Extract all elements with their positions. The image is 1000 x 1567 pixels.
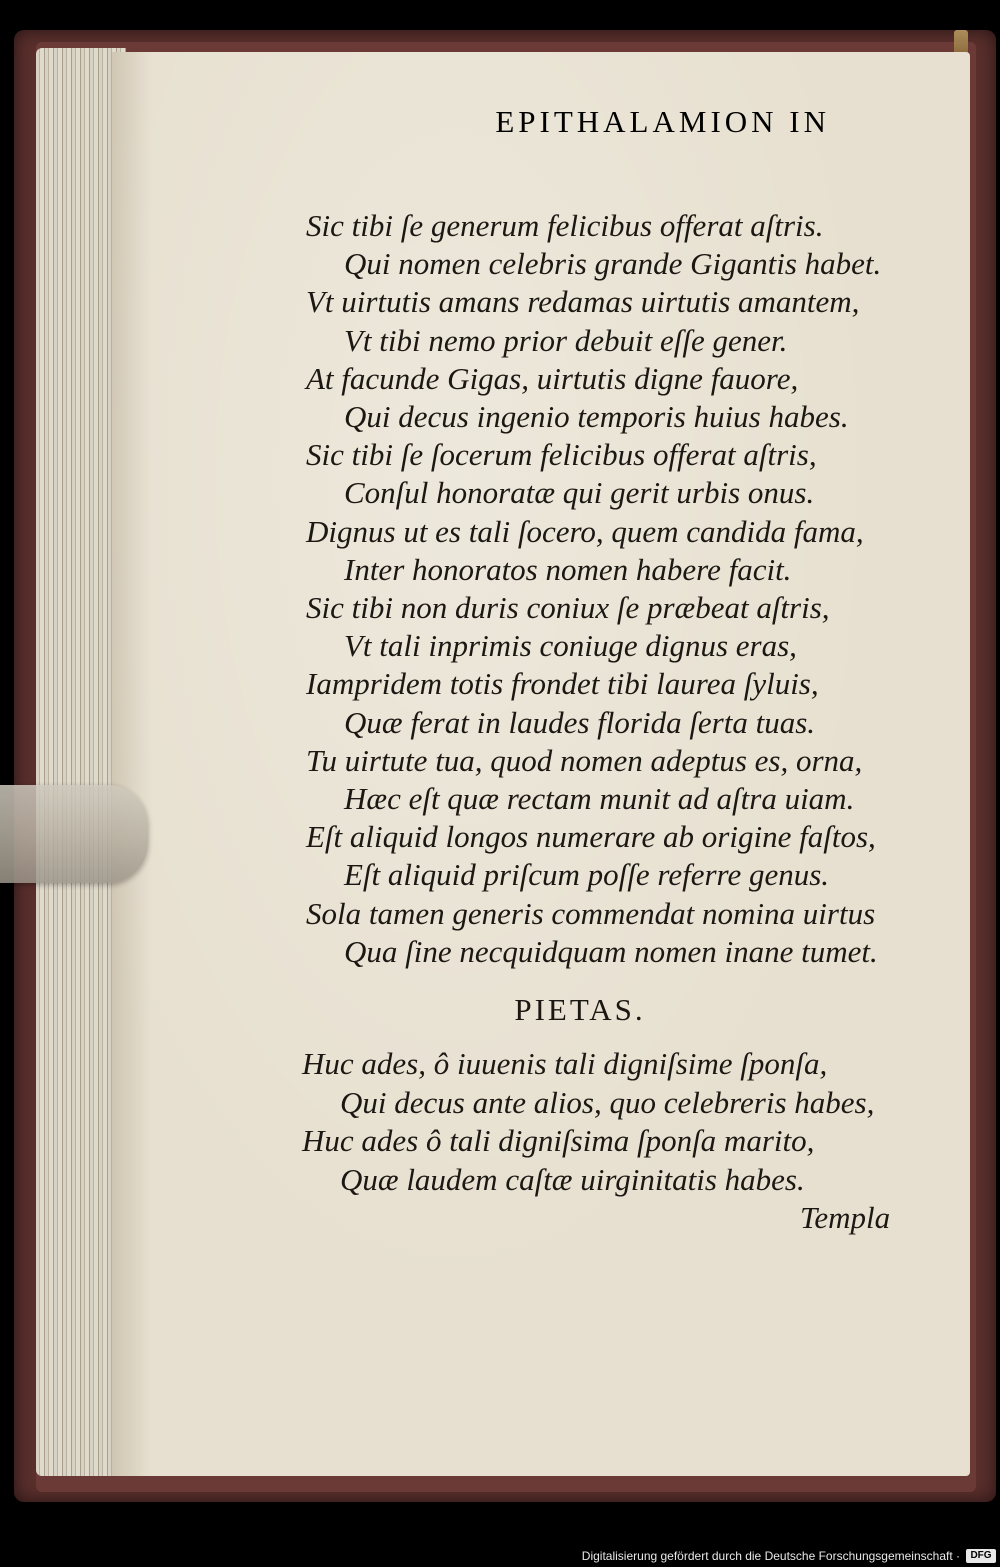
pietas-line: Quæ laudem caſtæ uirginitatis habes.: [340, 1161, 805, 1197]
clasp-tab: [0, 785, 148, 883]
catchword: Templa: [800, 1200, 891, 1235]
verse-line: At facunde Gigas, uirtutis digne fauore,: [306, 360, 799, 396]
dfg-logo: DFG: [966, 1549, 996, 1563]
verse-line: Quæ ferat in laudes florida ſerta tuas.: [344, 704, 816, 740]
verse-line: Sola tamen generis commendat nomina uirtus: [306, 895, 876, 931]
verse-line: Dignus ut es tali ſocero, quem candida fama,: [306, 513, 864, 549]
verse-line: Tu uirtute tua, quod nomen adeptus es, orna,: [306, 742, 863, 778]
verse-line: Vt uirtutis amans redamas uirtutis amantem,: [306, 284, 860, 320]
footer-credit: Digitalisierung gefördert durch die Deutsche Forschungsgemeinschaft ·: [581, 1549, 960, 1563]
pietas-line: Huc ades, ô iuuenis tali digniſsime ſponſa,: [302, 1046, 828, 1081]
verse-line: Hæc eſt quæ rectam munit ad aſtra uiam.: [344, 781, 855, 816]
verse-line: Sic tibi ſe ſocerum felicibus offerat aſtris,: [306, 437, 817, 473]
running-header: EPITHALAMION IN: [495, 104, 830, 139]
verse-line: Vt tali inprimis coniuge dignus eras,: [344, 628, 797, 664]
verse-line: Eſt aliquid longos numerare ab origine faſtos,: [306, 819, 876, 855]
section-heading: PIETAS.: [514, 992, 646, 1027]
verse-line: Vt tibi nemo prior debuit eſſe gener.: [344, 322, 788, 358]
verse-line: Sic tibi non duris coniux ſe præbeat aſtris,: [306, 590, 830, 625]
pietas-line: Qui decus ante alios, quo celebreris habes,: [340, 1084, 875, 1120]
verse-line: Inter honoratos nomen habere facit.: [344, 551, 792, 587]
verse-line: Qua ſine necquidquam nomen inane tumet.: [344, 933, 878, 969]
verse-line: Qui nomen celebris grande Gigantis habet.: [344, 246, 882, 282]
verse-line: Iampridem totis frondet tibi laurea ſyluis,: [306, 666, 819, 702]
verse-line: Qui decus ingenio temporis huius habes.: [344, 399, 849, 434]
verse-line: Eſt aliquid priſcum poſſe referre genus.: [344, 857, 830, 893]
verse-line: Conſul honoratæ qui gerit urbis onus.: [344, 475, 815, 511]
verse-line: Sic tibi ſe generum felicibus offerat aſtris.: [306, 208, 824, 243]
pietas-line: Huc ades ô tali digniſsima ſponſa marito,: [302, 1123, 815, 1158]
